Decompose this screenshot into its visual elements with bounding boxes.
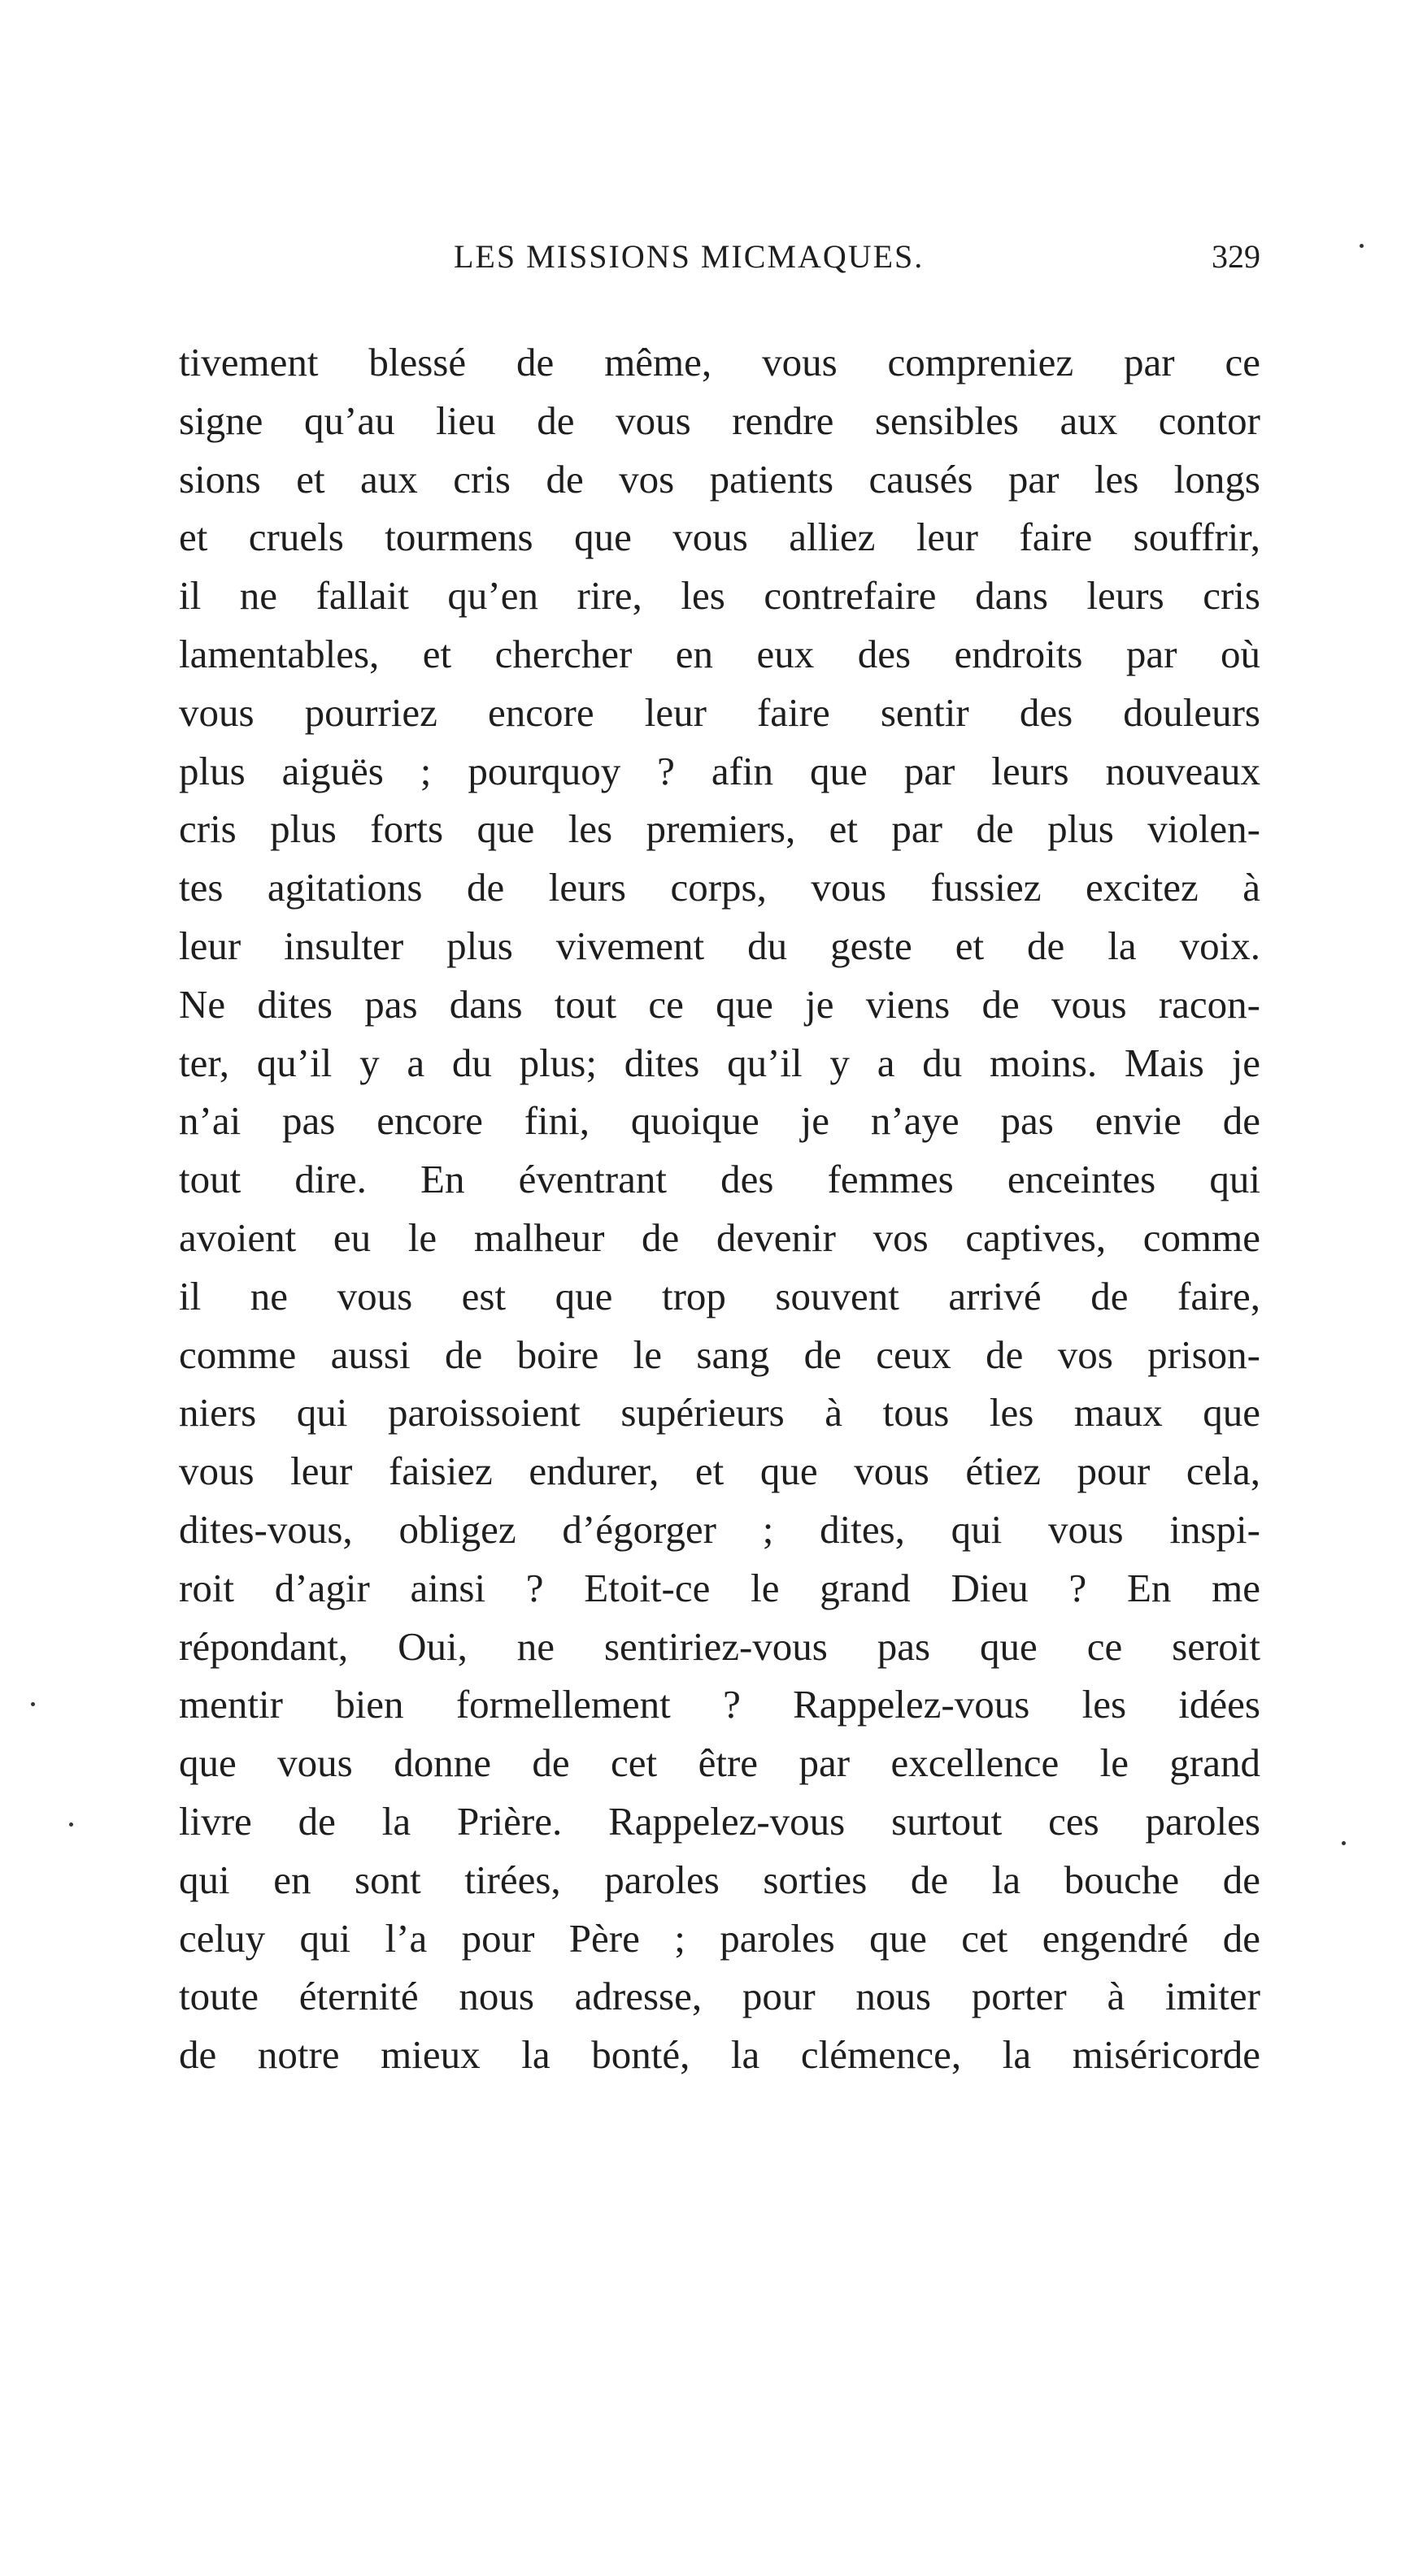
text-line: mentir bien formellement ? Rappelez-vous les idées [179,1682,1260,1727]
text-line: vous pourriez encore leur faire sentir des douleurs [179,689,1260,735]
text-line: roit d’agir ainsi ? Etoit-ce le grand Dieu ? En me [179,1565,1260,1610]
text-line: ter, qu’il y a du plus; dites qu’il y a du moins. Mais je [179,1040,1260,1085]
text-line: tes agitations de leurs corps, vous fussiez excitez à [179,865,1260,910]
text-line: et cruels tourmens que vous alliez leur faire souffrir, [179,515,1260,560]
text-line: répondant, Oui, ne sentiriez-vous pas que ce seroit [179,1623,1260,1669]
running-header [179,237,1260,286]
paper-speck [1342,1841,1346,1845]
text-line: n’ai pas encore fini, quoique je n’aye pas envie de [179,1098,1260,1144]
paper-speck [1360,244,1364,248]
text-line: livre de la Prière. Rappelez-vous surtout ces paroles [179,1798,1260,1844]
text-line: niers qui paroissoient supérieurs à tous les maux que [179,1390,1260,1436]
text-line: tivement blessé de même, vous compreniez par ce [179,340,1260,384]
running-title: LES MISSIONS MICMAQUES. [454,238,925,275]
text-line: il ne vous est que trop souvent arrivé de faire, [179,1273,1260,1318]
page-number: 329 [1212,238,1260,275]
body-text [179,333,1260,2084]
text-line: signe qu’au lieu de vous rendre sensibles aux contor [179,397,1260,443]
text-line: que vous donne de cet être par excellence le grand [179,1740,1260,1786]
text-line: dites-vous, obligez d’égorger ; dites, qui vous inspi- [179,1506,1260,1552]
text-line: vous leur faisiez endurer, et que vous étiez pour cela, [179,1449,1260,1494]
text-line: avoient eu le malheur de devenir vos captives, comme [179,1214,1260,1260]
paper-speck [31,1702,35,1706]
text-line: leur insulter plus vivement du geste et de la voix. [179,923,1260,968]
paper-speck [69,1822,73,1827]
text-line: tout dire. En éventrant des femmes enceintes qui [179,1157,1260,1202]
text-line: il ne fallait qu’en rire, les contrefaire dans leurs cris [179,573,1260,619]
text-line: sions et aux cris de vos patients causés par les longs [179,456,1260,502]
text-line: toute éternité nous adresse, pour nous porter à imiter [179,1974,1260,2019]
text-line: de notre mieux la bonté, la clémence, la miséricorde [179,2032,1260,2078]
text-line: celuy qui l’a pour Père ; paroles que cet engendré de [179,1915,1260,1961]
text-line: cris plus forts que les premiers, et par de plus violen- [179,806,1260,852]
text-line: lamentables, et chercher en eux des endroits par où [179,631,1260,676]
text-line: plus aiguës ; pourquoy ? afin que par leurs nouveaux [179,748,1260,793]
text-line: Ne dites pas dans tout ce que je viens de vous racon- [179,981,1260,1027]
text-line: qui en sont tirées, paroles sorties de la bouche de [179,1857,1260,1902]
text-line: comme aussi de boire le sang de ceux de vos prison- [179,1331,1260,1377]
